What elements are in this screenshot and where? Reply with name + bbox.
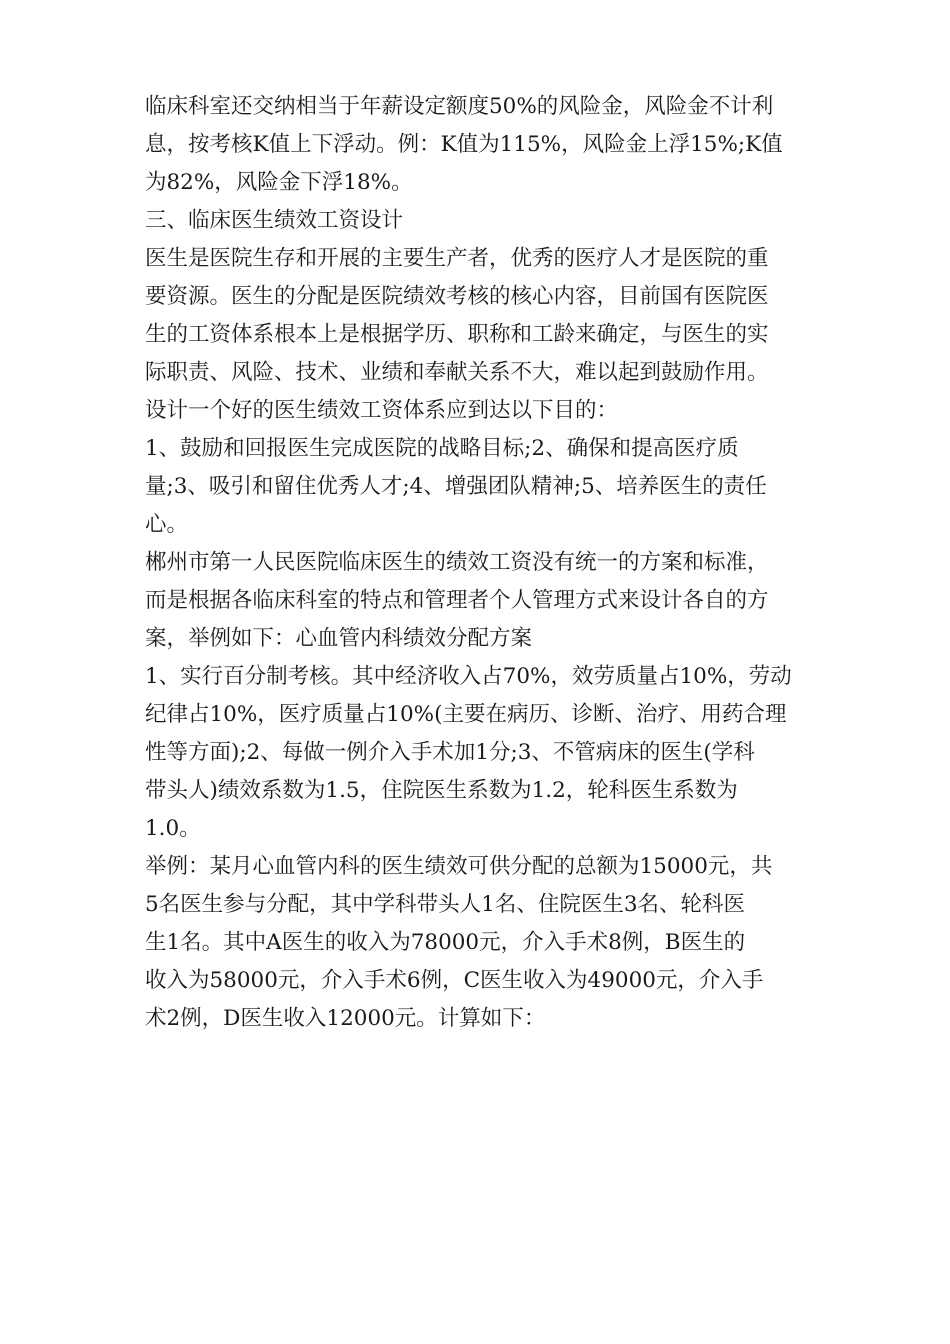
text-line: 际职责、风险、技术、业绩和奉献关系不大，难以起到鼓励作用。	[145, 360, 769, 385]
text-line: 心。	[145, 512, 189, 537]
text-line: 而是根据各临床科室的特点和管理者个人管理方式来设计各自的方	[145, 588, 769, 613]
text-line: 案，举例如下：心血管内科绩效分配方案	[145, 626, 533, 651]
text-line: 要资源。医生的分配是医院绩效考核的核心内容，目前国有医院医	[145, 284, 769, 309]
text-line: 1、鼓励和回报医生完成医院的战略目标;2、确保和提高医疗质	[145, 436, 739, 461]
text-line: 性等方面);2、每做一例介入手术加1分;3、不管病床的医生(学科	[145, 740, 755, 765]
text-line: 息，按考核K值上下浮动。例：K值为115%，风险金上浮15%;K值	[145, 132, 783, 157]
text-line: 生的工资体系根本上是根据学历、职称和工龄来确定，与医生的实	[145, 322, 769, 347]
section-heading: 三、临床医生绩效工资设计	[145, 208, 404, 233]
text-line: 郴州市第一人民医院临床医生的绩效工资没有统一的方案和标准，	[145, 550, 769, 575]
text-line: 临床科室还交纳相当于年薪设定额度50%的风险金，风险金不计利	[145, 94, 774, 119]
text-line: 术2例，D医生收入12000元。计算如下：	[145, 1006, 546, 1031]
text-line: 举例：某月心血管内科的医生绩效可供分配的总额为15000元，共	[145, 854, 773, 879]
text-line: 医生是医院生存和开展的主要生产者，优秀的医疗人才是医院的重	[145, 246, 769, 271]
text-line: 纪律占10%，医疗质量占10%(主要在病历、诊断、治疗、用药合理	[145, 702, 787, 727]
text-line: 设计一个好的医生绩效工资体系应到达以下目的：	[145, 398, 619, 423]
text-line: 5名医生参与分配，其中学科带头人1名、住院医生3名、轮科医	[145, 892, 746, 917]
text-line: 1、实行百分制考核。其中经济收入占70%，效劳质量占10%，劳动	[145, 664, 792, 689]
text-line: 生1名。其中A医生的收入为78000元，介入手术8例，B医生的	[145, 930, 746, 955]
text-line: 量;3、吸引和留住优秀人才;4、增强团队精神;5、培养医生的责任	[145, 474, 767, 499]
document-body	[145, 88, 805, 1038]
text-line: 1.0。	[145, 816, 201, 841]
text-line: 带头人)绩效系数为1.5，住院医生系数为1.2，轮科医生系数为	[145, 778, 738, 803]
text-line: 收入为58000元，介入手术6例，C医生收入为49000元，介入手	[145, 968, 764, 993]
text-line: 为82%，风险金下浮18%。	[145, 170, 413, 195]
